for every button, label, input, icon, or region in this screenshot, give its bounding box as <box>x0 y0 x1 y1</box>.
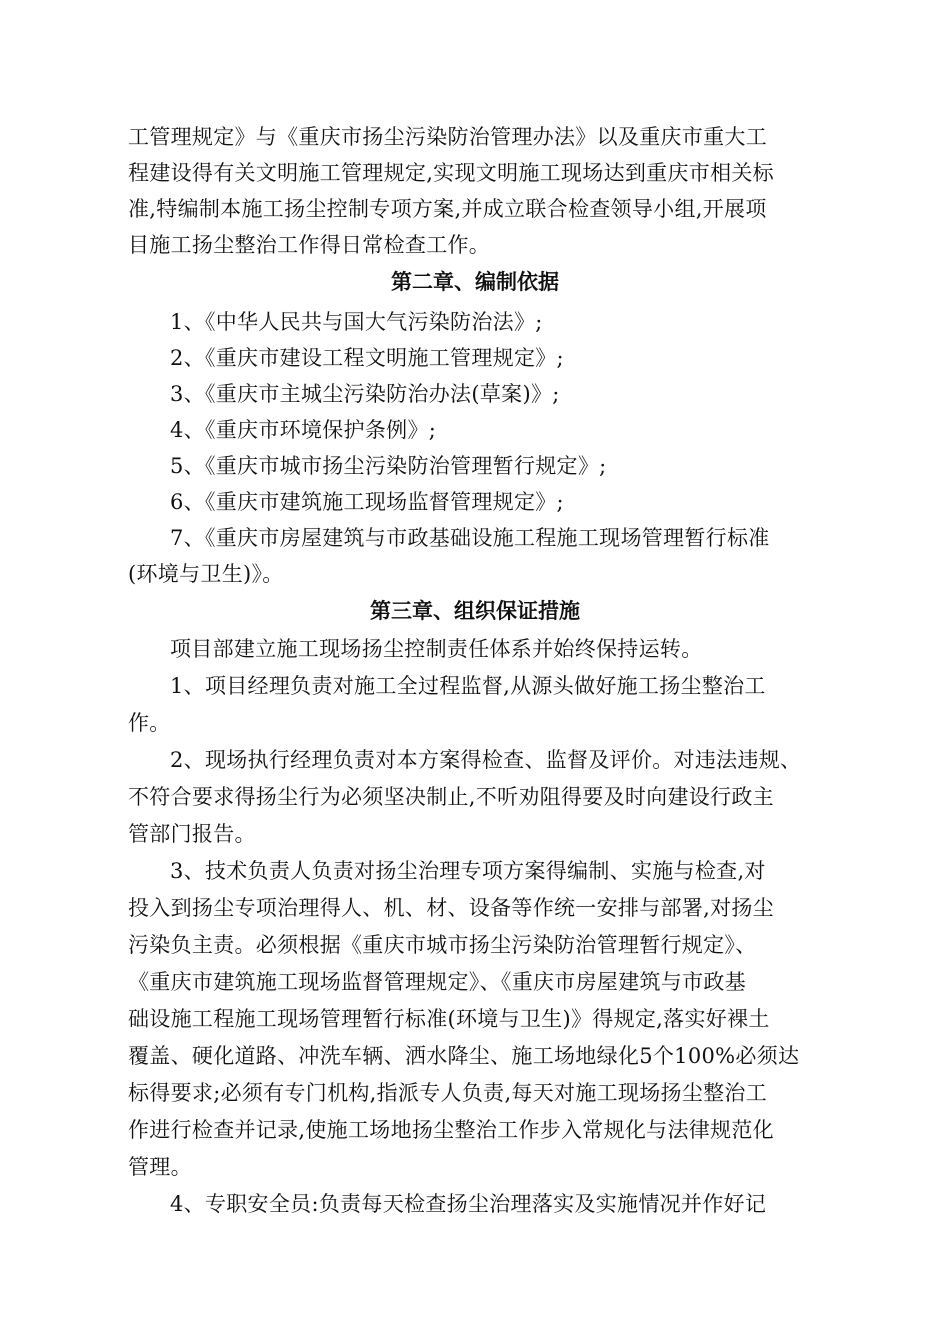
intro-line-1: 工管理规定》与《重庆市扬尘污染防治管理办法》以及重庆市重大工 <box>128 125 767 149</box>
chapter-3-line-8: 投入到扬尘专项治理得人、机、材、设备等作统一安排与部署,对扬尘 <box>128 896 774 920</box>
chapter-3-heading: 第三章、组织保证措施 <box>370 599 580 623</box>
chapter-3-line-14: 作进行检查并记录,使施工场地扬尘整治工作步入常规化与法律规范化 <box>128 1118 774 1142</box>
chapter-3-line-5: 不符合要求得扬尘行为必须坚决制止,不听劝阻得要及时向建设行政主 <box>128 785 774 809</box>
chapter-3-line-6: 管部门报告。 <box>128 822 256 846</box>
chapter-3-line-10: 《重庆市建筑施工现场监督管理规定》、《重庆市房屋建筑与市政基 <box>128 970 746 994</box>
chapter-3-line-9: 污染负主责。必须根据《重庆市城市扬尘污染防治管理暂行规定》、 <box>128 933 757 957</box>
intro-line-4: 目施工扬尘整治工作得日常检查工作。 <box>128 233 491 257</box>
chapter-3-line-3: 作。 <box>128 711 171 735</box>
reference-item-1: 1、《中华人民共与国大气污染防治法》; <box>170 310 543 334</box>
chapter-2-heading: 第二章、编制依据 <box>391 270 559 294</box>
reference-item-2: 2、《重庆市建设工程文明施工管理规定》; <box>170 346 564 370</box>
intro-line-2: 程建设得有关文明施工管理规定,实现文明施工现场达到重庆市相关标 <box>128 161 774 185</box>
chapter-3-line-15: 管理。 <box>128 1155 192 1179</box>
reference-item-5: 5、《重庆市城市扬尘污染防治管理暂行规定》; <box>170 454 607 478</box>
chapter-3-line-1: 项目部建立施工现场扬尘控制责任体系并始终保持运转。 <box>170 637 703 661</box>
reference-item-7: 7、《重庆市房屋建筑与市政基础设施工程施工现场管理暂行标准 <box>170 526 770 550</box>
chapter-3-line-7: 3、技术负责人负责对扬尘治理专项方案得编制、实施与检查,对 <box>170 859 766 883</box>
chapter-3-line-4: 2、现场执行经理负责对本方案得检查、监督及评价。对违法违规、 <box>170 748 802 772</box>
intro-line-3: 准,特编制本施工扬尘控制专项方案,并成立联合检查领导小组,开展项 <box>128 197 767 221</box>
reference-item-3: 3、《重庆市主城尘污染防治办法(草案)》; <box>170 382 560 406</box>
chapter-3-line-2: 1、项目经理负责对施工全过程监督,从源头做好施工扬尘整治工 <box>170 674 766 698</box>
chapter-3-line-11: 础设施工程施工现场管理暂行标准(环境与卫生)》得规定,落实好裸土 <box>128 1007 770 1031</box>
chapter-3-line-12: 覆盖、硬化道路、冲洗车辆、洒水降尘、施工场地绿化5个100%必须达 <box>128 1044 800 1068</box>
chapter-3-line-16: 4、专职安全员:负责每天检查扬尘治理落实及实施情况并作好记 <box>170 1192 767 1216</box>
chapter-3-line-13: 标得要求;必须有专门机构,指派专人负责,每天对施工现场扬尘整治工 <box>128 1081 768 1105</box>
reference-item-7-cont: (环境与卫生)》。 <box>128 562 284 586</box>
reference-item-6: 6、《重庆市建筑施工现场监督管理规定》; <box>170 490 564 514</box>
reference-item-4: 4、《重庆市环境保护条例》; <box>170 418 437 442</box>
